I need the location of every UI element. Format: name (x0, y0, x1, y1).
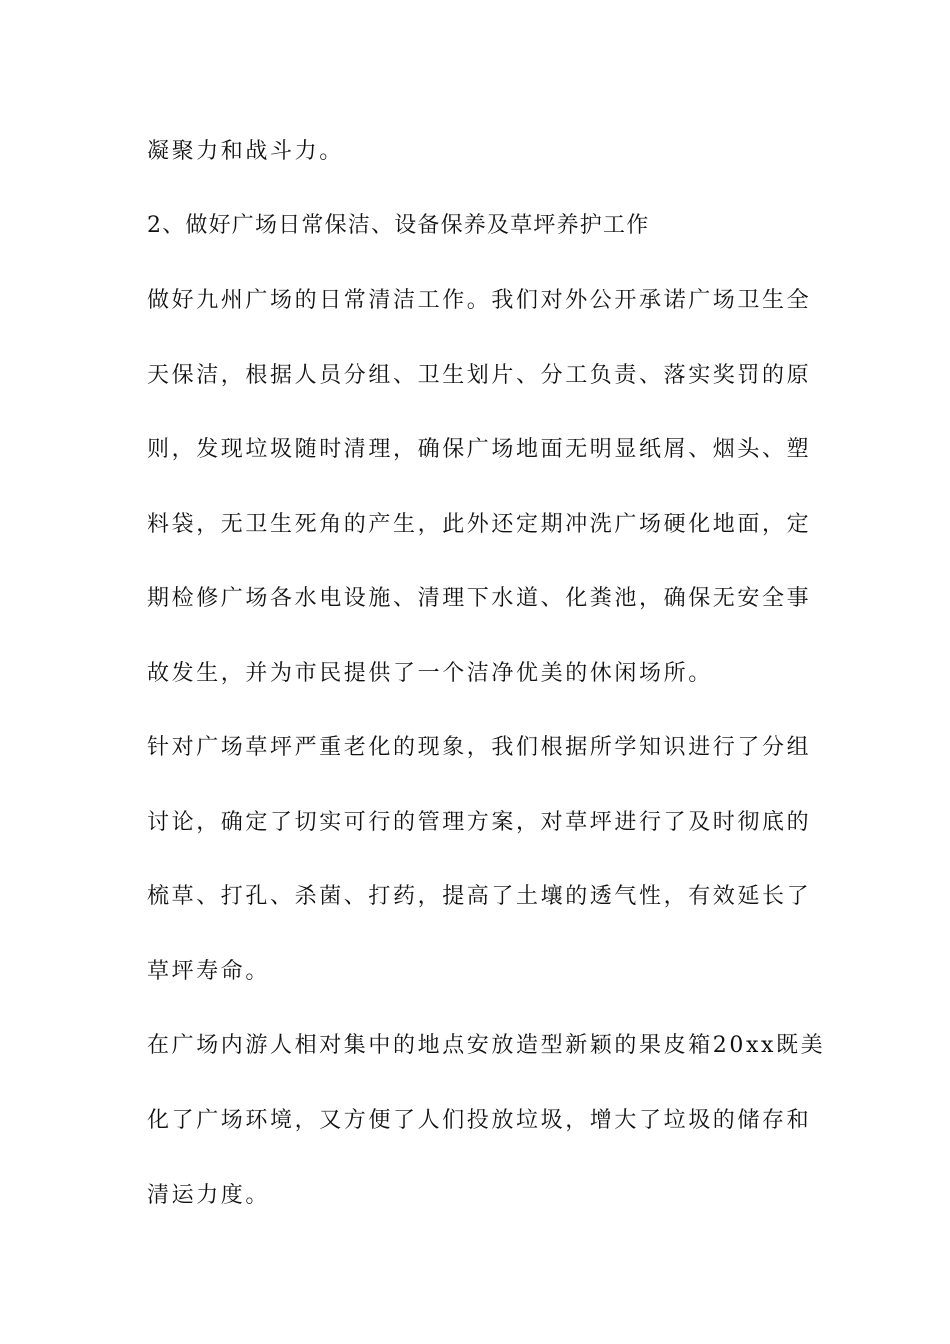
text-line: 梳草、打孔、杀菌、打药，提高了土壤的透气性，有效延长了 (147, 884, 812, 909)
text-line: 料袋，无卫生死角的产生，此外还定期冲洗广场硬化地面，定 (147, 512, 812, 537)
text-line: 在广场内游人相对集中的地点安放造型新颖的果皮箱20xx既美 (147, 1033, 826, 1058)
text-line: 则，发现垃圾随时清理，确保广场地面无明显纸屑、烟头、塑 (147, 437, 812, 462)
text-line: 做好九州广场的日常清洁工作。我们对外公开承诺广场卫生全 (147, 288, 812, 313)
text-line: 讨论，确定了切实可行的管理方案，对草坪进行了及时彻底的 (147, 810, 812, 835)
section-heading: 2、做好广场日常保洁、设备保养及草坪养护工作 (147, 213, 650, 238)
text-line: 故发生，并为市民提供了一个洁净优美的休闲场所。 (147, 661, 713, 686)
text-line: 草坪寿命。 (147, 959, 271, 984)
text-line: 期检修广场各水电设施、清理下水道、化粪池，确保无安全事 (147, 586, 812, 611)
text-line: 清运力度。 (147, 1183, 271, 1208)
text-line: 针对广场草坪严重老化的现象，我们根据所学知识进行了分组 (147, 735, 812, 760)
text-line: 天保洁，根据人员分组、卫生划片、分工负责、落实奖罚的原 (147, 363, 812, 388)
text-line: 化了广场环境，又方便了人们投放垃圾，增大了垃圾的储存和 (147, 1108, 812, 1133)
text-line: 凝聚力和战斗力。 (147, 139, 344, 164)
